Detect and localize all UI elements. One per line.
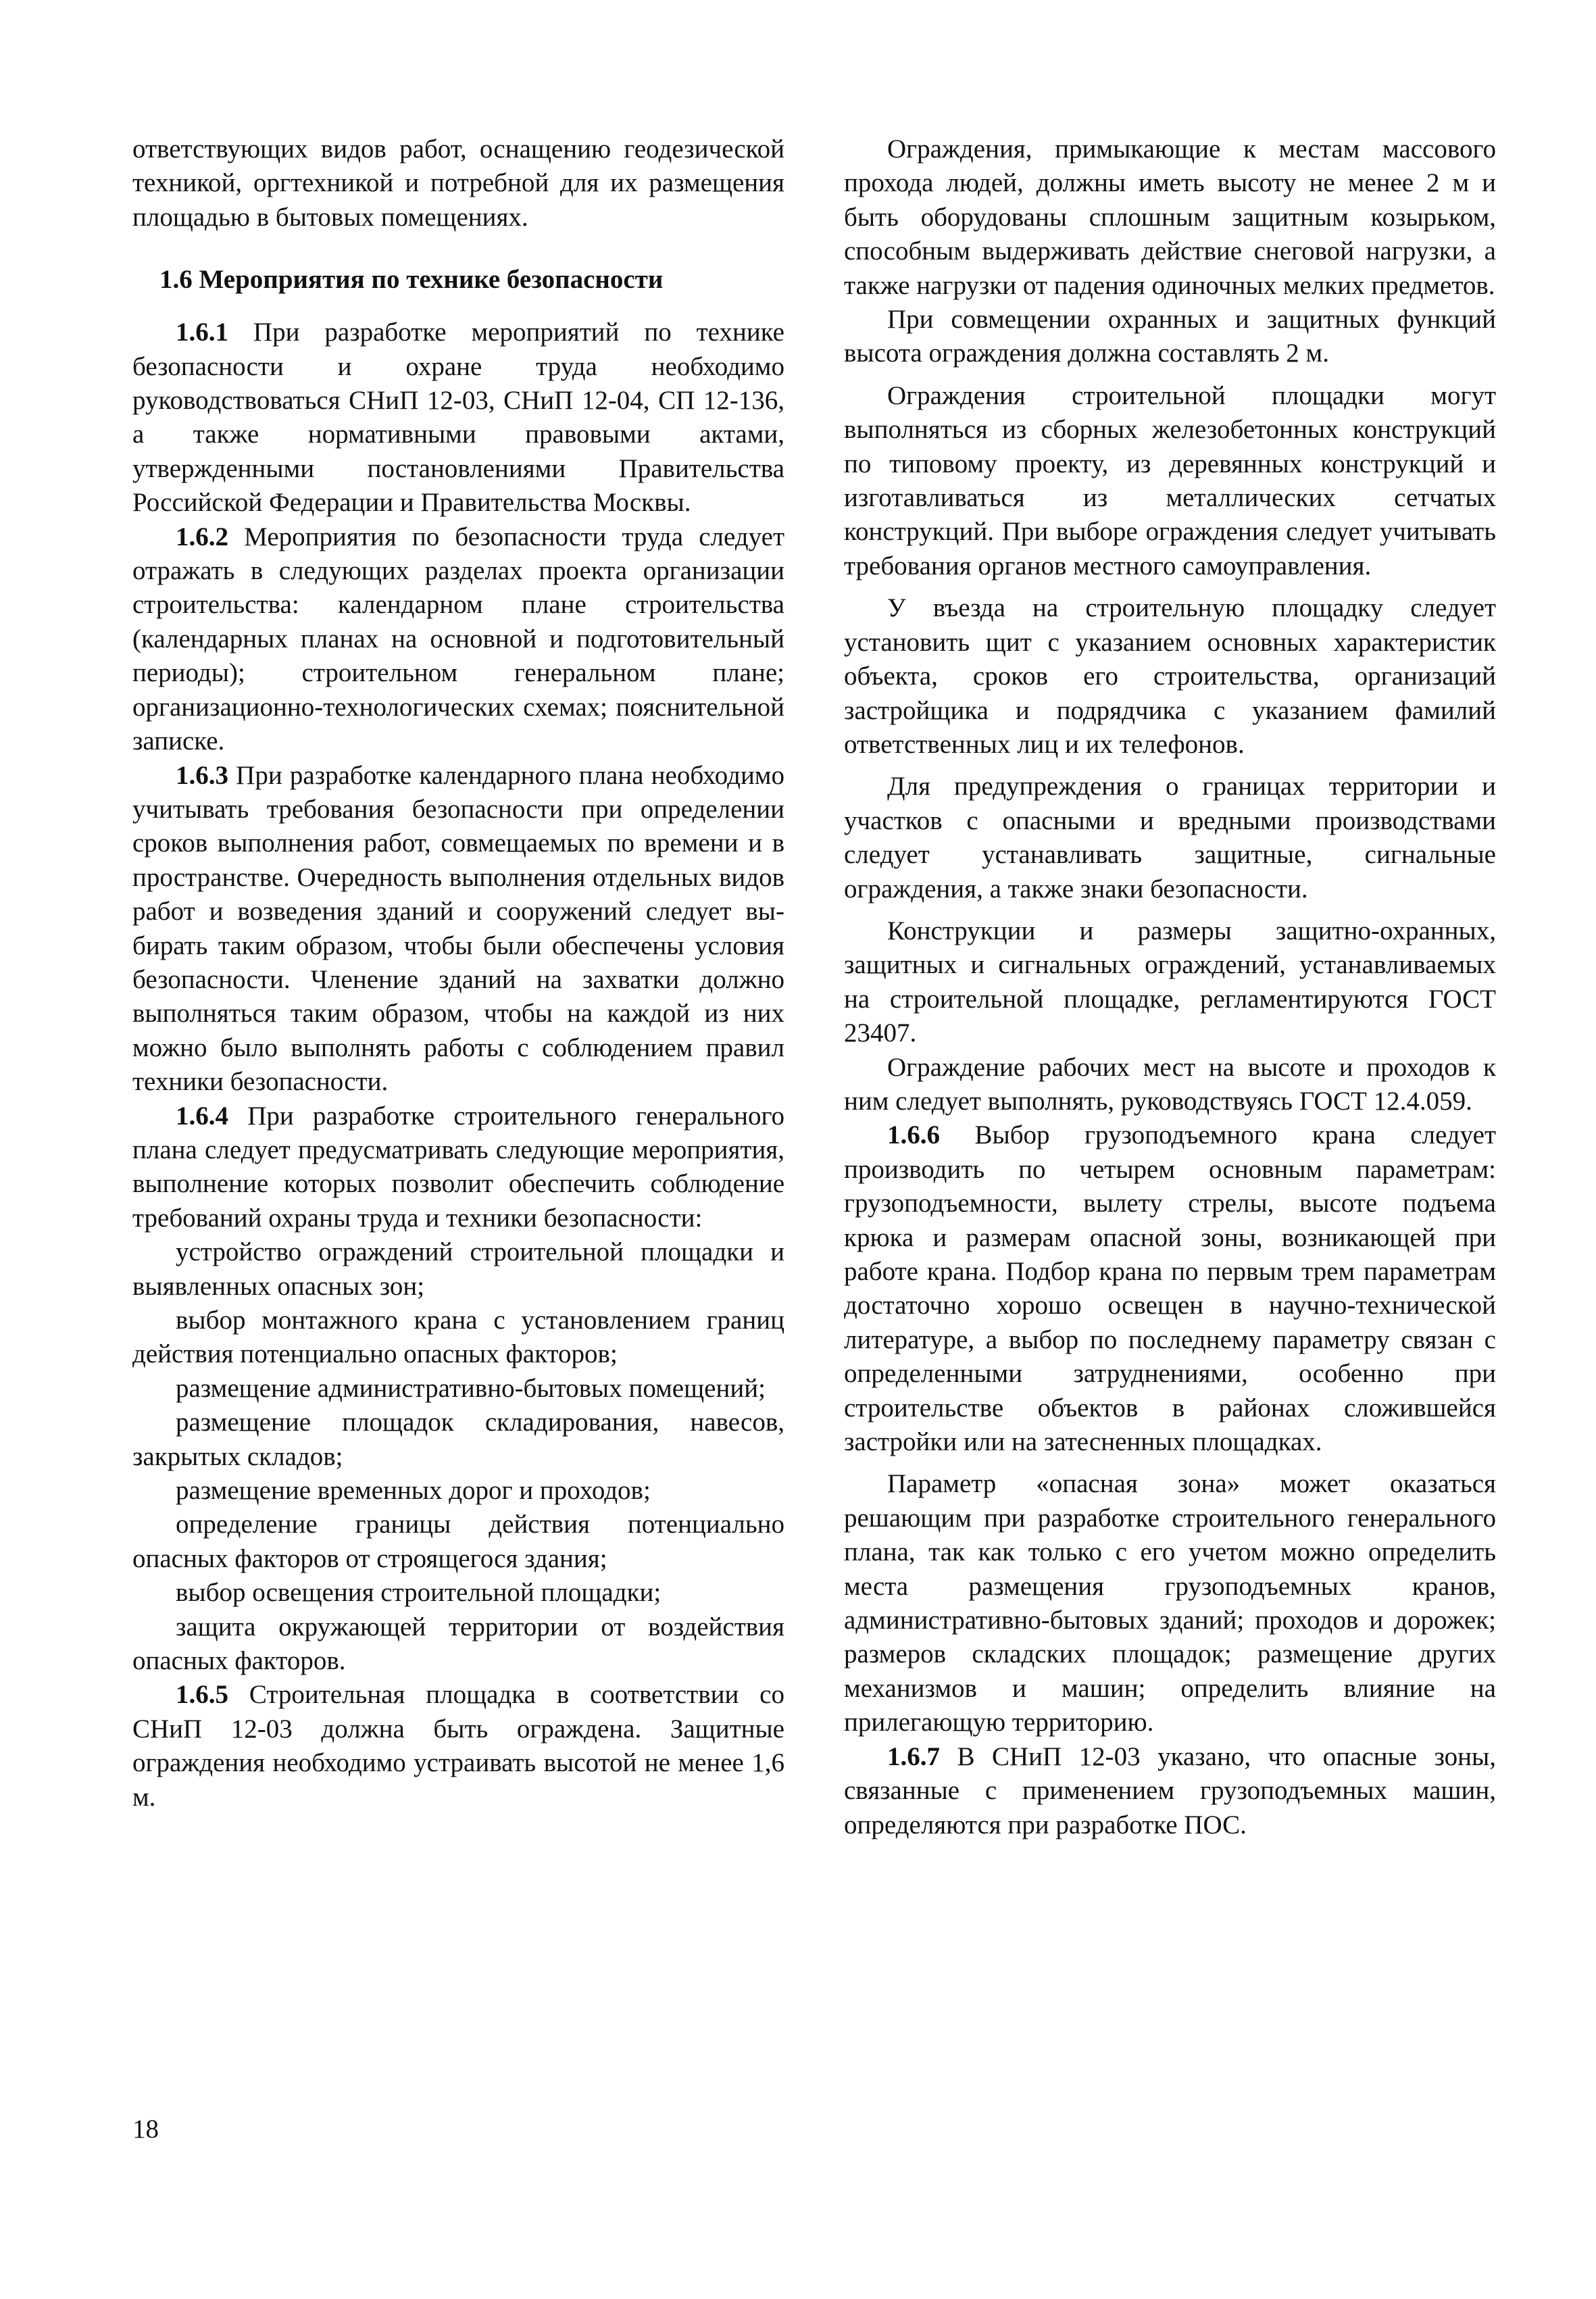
list-item: устройство ограждений строительной площадки и выявленных опасных зон; [132, 1237, 784, 1301]
list-item: размещение площадок складирования, навесов, закрытых складов; [132, 1408, 784, 1471]
page-number: 18 [132, 2115, 159, 2144]
paragraph-1-6-4 [132, 1099, 784, 1236]
list-item: выбор освещения строительной площадки; [176, 1578, 662, 1608]
spacer [844, 906, 1496, 914]
paragraph: Ограждения, примыкающие к местам массового прохода людей, должны иметь высоту не менее 2 м и быть оборудованы сплошным защитным козырьком, способным выдерживать действие снеговой нагрузки, а также нагрузки от падения одиночных мелких предметов. [844, 134, 1496, 300]
right-column [844, 132, 1496, 1842]
list-item: выбор монтажного крана с установлением границ действия потенциально опасных факторов; [132, 1306, 784, 1369]
paragraph: Конструкции и размеры защитно-охранных, защитных и сигнальных ограждений, устанавливаемых на строительной площадке, регламентируются ГОСТ 23407. [844, 916, 1496, 1048]
paragraph-1-6-5 [132, 1678, 784, 1814]
clause-number: 1.6.7 [887, 1741, 940, 1771]
list-item: размещение временных дорог и проходов; [176, 1476, 651, 1506]
clause-text: Мероприятия по безопасности труда следует отражать в следующих разделах проекта организации строительства: календарном плане строительства (календарных планах на основной и подготовительный периоды); строительном генеральном плане; организационно-технологических схемах; пояснительной записке. [132, 522, 784, 756]
paragraph: Ограждение рабочих мест на высоте и проходов к ним следует выполнять, руководствуясь ГОСТ 12.4.059. [844, 1052, 1496, 1116]
paragraph: Параметр «опасная зона» может оказаться решающим при разработке строительного генерального плана, так как только с его учетом можно определить места размещения грузоподъемных кранов, административно-бытовых зданий; проходов и дорожек; размеров складских площадок; размещение других механизмов и машин; определить влияние на прилегающую территорию. [844, 1469, 1496, 1737]
clause-text: При разработке мероприятий по технике безопасности и охране труда необходимо руководствоваться СНиП 12-03, СНиП 12-04, СП 12-136, а также нормативными правовыми актами, утвержденными постановлениями Правительства Российской Федерации и Правительства Москвы. [132, 318, 784, 518]
clause-text: Выбор грузоподъемного крана следует производить по четырем основным параметрам: грузоподъемности, вылету стрелы, высоте подъема крюка и размерам опасной зоны, возникающей при работе крана. Подбор крана по первым трем параметрам достаточно хорошо освещен в научно-технической литературе, а выбор по последнему параметру связан с определенными затруднениями, особенно при строительстве объектов в районах сложившейся застройки или на затесненных площадках. [844, 1120, 1496, 1457]
paragraph-1-6-7 [844, 1740, 1496, 1842]
list-item: защита окружающей территории от воздействия опасных факторов. [132, 1612, 784, 1676]
paragraph: При совмещении охранных и защитных функций высота ограждения должна составлять 2 м. [844, 305, 1496, 368]
list-item: определение границы действия потенциально опасных факторов от строящегося здания; [132, 1510, 784, 1573]
clause-text: В СНиП 12-03 указано, что опасные зоны, связанные с применением грузоподъемных машин, определяются при разработке ПОС. [844, 1741, 1496, 1839]
list-item: размещение административно-бытовых помещений; [176, 1373, 766, 1403]
clause-text: При разработке календарного плана необходимо учитывать требования безопасности при определении сроков выполнения работ, совмещаемых по времени и в пространстве. Очередность выполнения отдельных видов работ и возведения зданий и сооружений следует выбирать таким образом, чтобы были обеспечены условия безопасности. Членение зданий на захватки должно выполняться таким образом, чтобы на каждой из них можно было выполнять работы с соблюдением правил техники безопасности. [132, 760, 784, 1097]
paragraph-1-6-6 [844, 1118, 1496, 1459]
paragraph: Ограждения строительной площадки могут выполняться из сборных железобетонных конструкций по типовому проекту, из деревянных конструкций и изготавливаться из металлических сетчатых конструкций. При выборе ограждения следует учитывать требования органов местного самоуправления. [844, 380, 1496, 580]
paragraph: Для предупреждения о границах территории и участков с опасными и вредными производствами следует устанавливать защитные, сигнальные ограждения, а также знаки безопасности. [844, 772, 1496, 904]
spacer [844, 583, 1496, 591]
clause-number: 1.6.3 [176, 760, 228, 790]
clause-number: 1.6.2 [176, 522, 228, 551]
paragraph: У въезда на строительную площадку следует установить щит с указанием основных характеристик объекта, сроков его строительства, организаций застройщика и подрядчика с указанием фамилий ответственных лиц и их телефонов. [844, 593, 1496, 759]
paragraph-1-6-3 [132, 759, 784, 1099]
spacer [844, 762, 1496, 770]
clause-number: 1.6.6 [887, 1120, 940, 1150]
section-heading: 1.6 Мероприятия по технике безопасности [159, 265, 664, 295]
paragraph-1-6-1 [132, 316, 784, 520]
clause-number: 1.6.5 [176, 1680, 228, 1710]
spacer [844, 1459, 1496, 1467]
clause-number: 1.6.4 [176, 1101, 228, 1131]
intro-paragraph: ответствующих видов работ, оснащению геодезической техникой, оргтехникой и потребной для их размещения площадью в бытовых помещениях. [132, 134, 784, 232]
clause-text: Строительная площадка в соответствии со СНиП 12-03 должна быть ограждена. Защитные ограждения необходимо устраивать высотой не менее 1,6 м. [132, 1680, 784, 1812]
left-column [132, 132, 784, 1814]
clause-text: При разработке строительного генерального плана следует предусматривать следующие мероприятия, выполнение которых позволит обеспечить соблюдение требований охраны труда и техники безопасности: [132, 1101, 784, 1233]
paragraph-1-6-2 [132, 520, 784, 759]
spacer [844, 371, 1496, 379]
clause-number: 1.6.1 [176, 318, 228, 347]
